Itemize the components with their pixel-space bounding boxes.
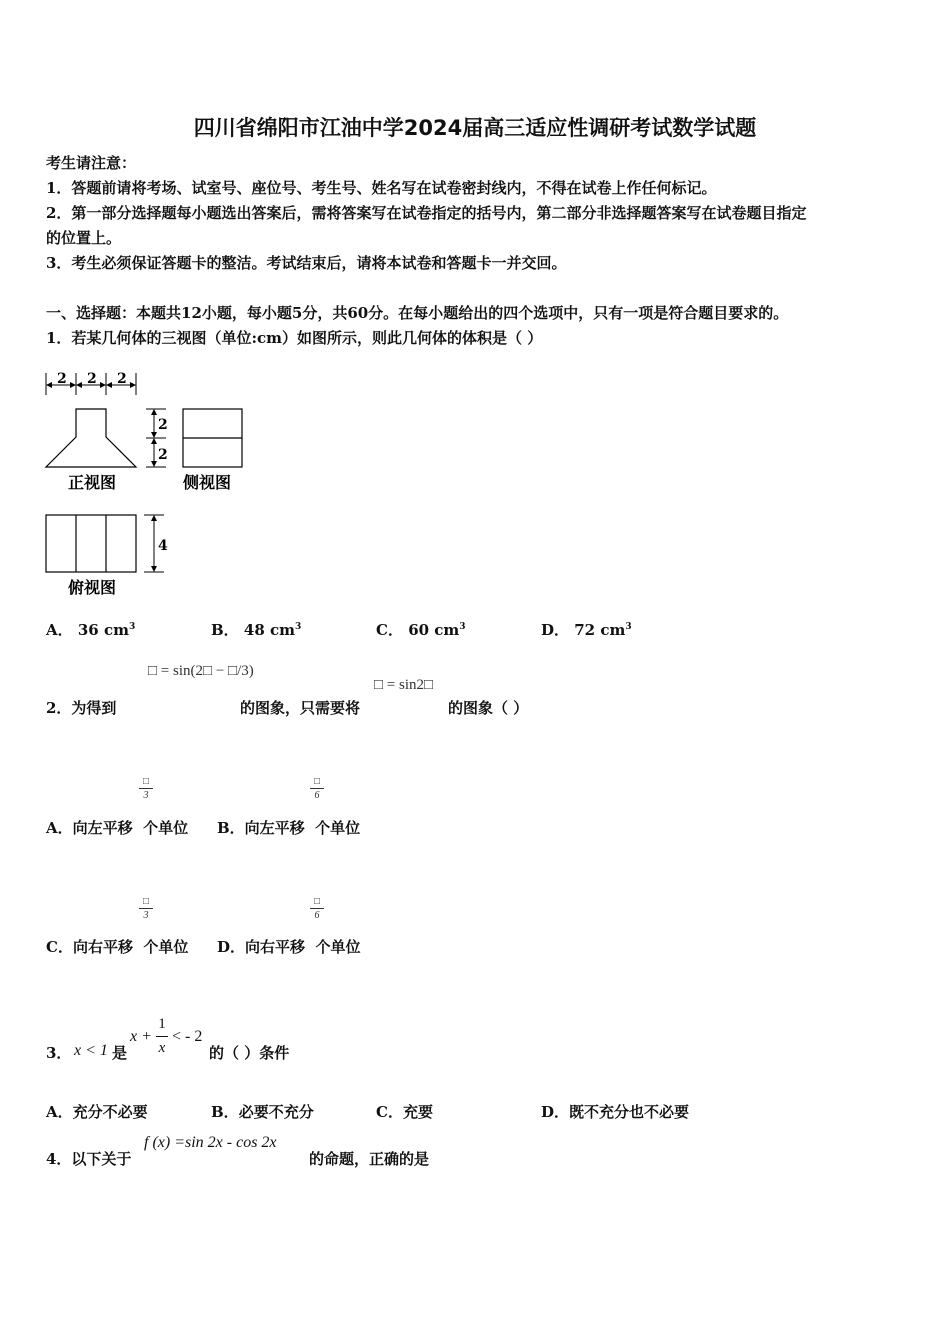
- q3-expr-x: x +: [130, 1028, 152, 1045]
- side-view-label: 侧视图: [183, 473, 232, 492]
- q3-condition: x < 1: [74, 1042, 108, 1059]
- q1-option-a: A． 36 $cm^3$: [46, 621, 136, 639]
- notice-item-1: 1．答题前请将考场、试室号、座位号、考生号、姓名写在试卷密封线内，不得在试卷上作任何标记。: [46, 179, 717, 197]
- q3-expr-numerator: 1: [158, 1016, 166, 1032]
- q2-option-b-fraction: □ 6: [310, 776, 324, 801]
- q3-option-a: A．充分不必要: [46, 1103, 148, 1121]
- dim-h2: 2: [158, 447, 168, 463]
- q1-option-b: B． 48 $cm^3$: [211, 621, 302, 639]
- top-view-shape: [46, 515, 136, 572]
- q2-formula-target: □ = sin(2□ − □/3): [148, 663, 254, 679]
- q2-option-c: C．向右平移 个单位: [46, 938, 189, 956]
- front-view-shape: [46, 409, 136, 467]
- dim-h1: 2: [158, 417, 168, 433]
- dim-w2: 2: [87, 371, 97, 387]
- q4-formula: f (x) =sin 2x - cos 2x: [144, 1134, 277, 1151]
- q3-option-c: C．充要: [376, 1103, 433, 1121]
- q3-number: 3．: [46, 1044, 72, 1062]
- q2-option-c-fraction: □ 3: [139, 896, 153, 921]
- q1-option-c: C． 60 $cm^3$: [376, 621, 466, 639]
- q1-option-d: D． 72 $cm^3$: [541, 621, 632, 639]
- front-view-label: 正视图: [68, 473, 117, 492]
- notice-item-3: 3．考生必须保证答题卡的整洁。考试结束后，请将本试卷和答题卡一并交回。: [46, 254, 567, 272]
- q2-stem-a: 2．为得到: [46, 699, 117, 717]
- q2-option-a: A．向左平移 个单位: [46, 819, 189, 837]
- q3-expr-denominator: x: [158, 1040, 166, 1056]
- notice-item-2-cont: 的位置上。: [46, 229, 122, 247]
- q2-stem-b: 的图象，只需要将: [240, 699, 361, 717]
- q2-option-d-fraction: □ 6: [310, 896, 324, 921]
- q2-formula-source: □ = sin2□: [374, 677, 434, 693]
- notice-item-2: 2．第一部分选择题每小题选出答案后，需将答案写在试卷指定的括号内，第二部分非选择题答案写在试卷题目指定: [46, 204, 807, 222]
- page-title: 四川省绵阳市江油中学2024届高三适应性调研考试数学试题: [193, 116, 757, 140]
- top-view-label: 俯视图: [68, 578, 117, 597]
- q3-shi: 是: [112, 1044, 128, 1062]
- q3-option-b: B．必要不充分: [211, 1103, 314, 1121]
- three-view-figure: [40, 365, 260, 605]
- dim-w3: 2: [117, 371, 127, 387]
- notice-heading: 考生请注意：: [46, 154, 137, 172]
- q2-stem-c: 的图象（ ）: [448, 699, 529, 717]
- q4-stem-b: 的命题，正确的是: [309, 1150, 430, 1168]
- dim-depth: 4: [158, 538, 168, 554]
- q1-stem: 1．若某几何体的三视图（单位:cm）如图所示，则此几何体的体积是（ ）: [46, 329, 543, 347]
- q2-option-b: B．向左平移 个单位: [217, 819, 361, 837]
- section-heading: 一、选择题：本题共12小题，每小题5分，共60分。在每小题给出的四个选项中，只有一项是符合题目要求的。: [46, 304, 789, 322]
- q3-stem-tail: 的（ ）条件: [209, 1044, 290, 1062]
- q2-option-a-fraction: □ 3: [139, 776, 153, 801]
- q2-option-d: D．向右平移 个单位: [217, 938, 361, 956]
- q3-option-d: D．既不充分也不必要: [541, 1103, 690, 1121]
- q3-expr-tail: < - 2: [172, 1028, 203, 1045]
- q4-stem-a: 4．以下关于: [46, 1150, 132, 1168]
- q3-fraction-bar: [156, 1036, 168, 1037]
- dim-w1: 2: [57, 371, 67, 387]
